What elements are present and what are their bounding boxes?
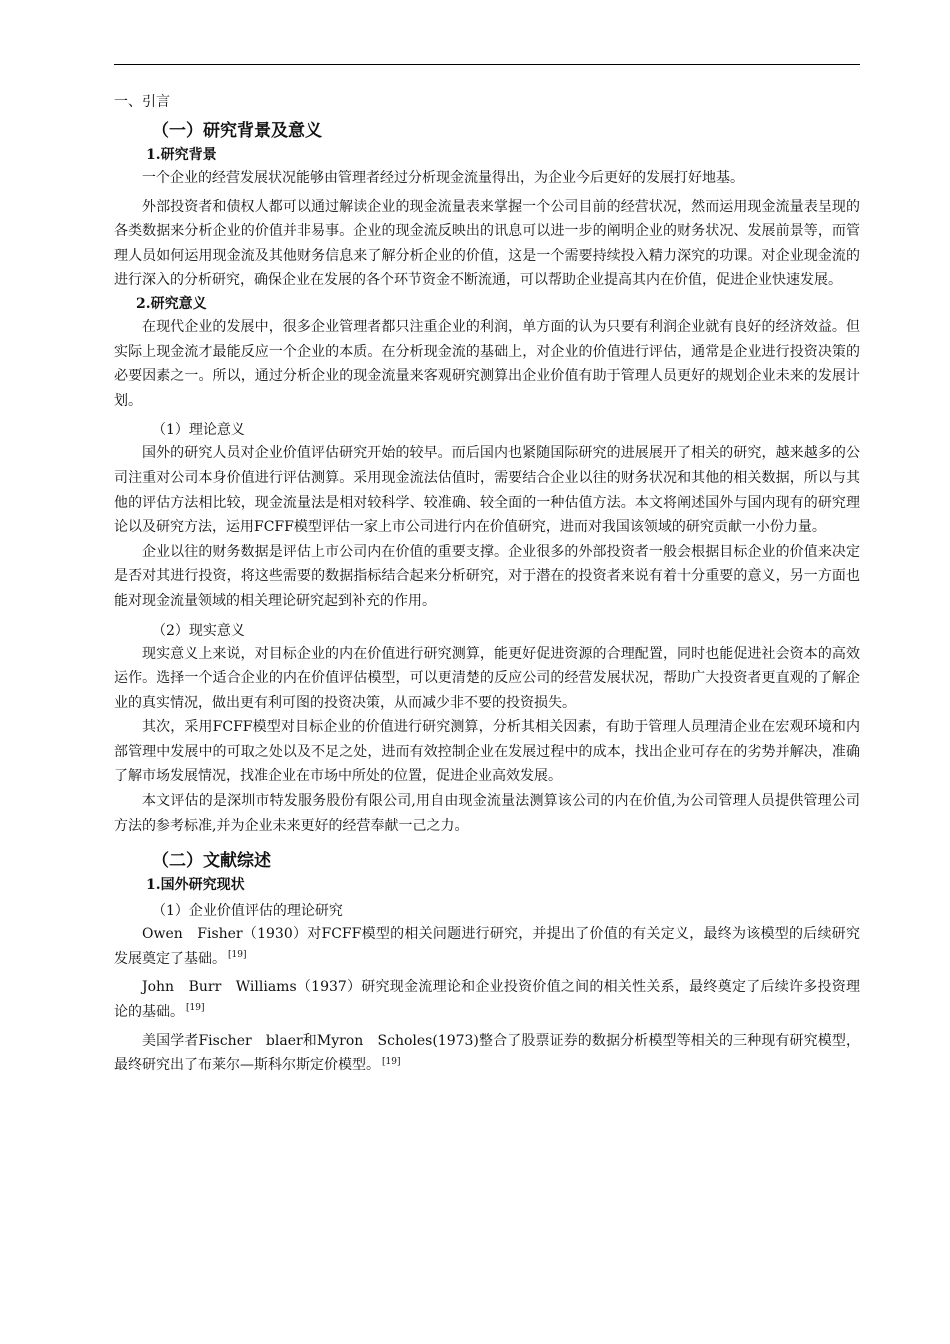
paragraph-background-2: 外部投资者和债权人都可以通过解读企业的现金流量表来掌握一个公司目前的经营状况，然而运用现金流量表呈现的各类数据来分析企业的价值并非易事。企业的现金流反映出的讯息可以进一步的阐明企业的财务状况、发展前景等，而管理人员如何运用现金流及其他财务信息来了解分析企业的价值，这是一个需要持续投入精力深究的功课。对企业现金流的进行深入的分析研究，确保企业在发展的各个环节资金不断流通，可以帮助企业提高其内在价值，促进企业快速发展。: [114, 198, 860, 289]
paragraph-theory-2: 企业以往的财务数据是评估上市公司内在价值的重要支撑。企业很多的外部投资者一般会根据目标企业的价值来决定是否对其进行投资，将这些需要的数据指标结合起来分析研究，对于潜在的投资者来说有着十分重要的意义，另一方面也能对现金流量领域的相关理论研究起到补充的作用。: [114, 543, 860, 609]
paragraph-literature-3: 美国学者Fischer blaer和Myron Scholes(1973)整合了股票证券的数据分析模型等相关的三种现有研究模型，最终研究出了布莱尔—斯科尔斯定价模型。 [19]: [114, 1032, 860, 1074]
heading-research-significance: 2.研究意义: [136, 295, 207, 312]
section-heading-introduction: 一、引言: [114, 94, 170, 110]
paragraph-literature-1: Owen Fisher（1930）对FCFF模型的相关问题进行研究，并提出了价值的有关定义，最终为该模型的后续研究发展奠定了基础。 [19]: [114, 926, 860, 967]
paragraph-background-1: 一个企业的经营发展状况能够由管理者经过分析现金流量得出，为企业今后更好的发展打好地基。: [142, 170, 744, 186]
heading-practical-significance: （2）现实意义: [152, 622, 245, 639]
heading-valuation-theory: （1）企业价值评估的理论研究: [152, 903, 343, 920]
citation-marker: [19]: [186, 1003, 205, 1014]
subsection-heading-literature-review: （二）文献综述: [152, 851, 271, 872]
heading-foreign-research: 1.国外研究现状: [146, 877, 245, 894]
paragraph-literature-2: John Burr Williams（1937）研究现金流理论和企业投资价值之间的相关性关系，最终奠定了后续许多投资理论的基础。 [19]: [114, 979, 860, 1021]
paragraph-theory-1: 国外的研究人员对企业价值评估研究开始的较早。而后国内也紧随国际研究的进展展开了相关的研究，越来越多的公司注重对公司本身价值进行评估测算。采用现金流法估值时，需要结合企业以往的财务状况和其他的相关数据，所以与其他的评估方法相比较，现金流量法是相对较科学、较准确、较全面的一种估值方法。本文将阐述国外与国内现有的研究理论以及研究方法，运用FCFF模型评估一家上市公司进行内在价值研究，进而对我国该领域的研究贡献一小份力量。: [114, 445, 860, 536]
paragraph-significance-1: 在现代企业的发展中，很多企业管理者都只注重企业的利润，单方面的认为只要有利润企业就有良好的经济效益。但实际上现金流才最能反应一个企业的本质。在分析现金流的基础上，对企业的价值进行评估，通常是企业进行投资决策的必要因素之一。所以，通过分析企业的现金流量来客观研究测算出企业价值有助于管理人员更好的规划企业未来的发展计划。: [114, 318, 860, 409]
heading-theoretical-significance: （1）理论意义: [152, 422, 245, 439]
paragraph-practice-2: 其次，采用FCFF模型对目标企业的价值进行研究测算，分析其相关因素，有助于管理人员理清企业在宏观环境和内部管理中发展中的可取之处以及不足之处，进而有效控制企业在发展过程中的成本，找出企业可存在的劣势并解决，准确了解市场发展情况，找准企业在市场中所处的位置，促进企业高效发展。: [114, 719, 860, 785]
paragraph-practice-1: 现实意义上来说，对目标企业的内在价值进行研究测算，能更好促进资源的合理配置，同时也能促进社会资本的高效运作。选择一个适合企业的内在价值评估模型，可以更清楚的反应公司的经营发展状况，帮助广大投资者更直观的了解企业的真实情况，做出更有利可图的投资决策，从而减少非不要的投资损失。: [114, 645, 860, 711]
subsection-heading-background-significance: （一）研究背景及意义: [152, 121, 322, 141]
document-body: [114, 84, 860, 1078]
header-rule: [114, 64, 860, 65]
heading-research-background: 1.研究背景: [146, 147, 217, 163]
citation-marker: [19]: [382, 1056, 401, 1067]
paragraph-practice-3: 本文评估的是深圳市特发服务股份有限公司,用自由现金流量法测算该公司的内在价值,为公司管理人员提供管理公司方法的参考标准,并为企业未来更好的经营奉献一己之力。: [114, 793, 860, 834]
citation-marker: [19]: [228, 950, 247, 961]
